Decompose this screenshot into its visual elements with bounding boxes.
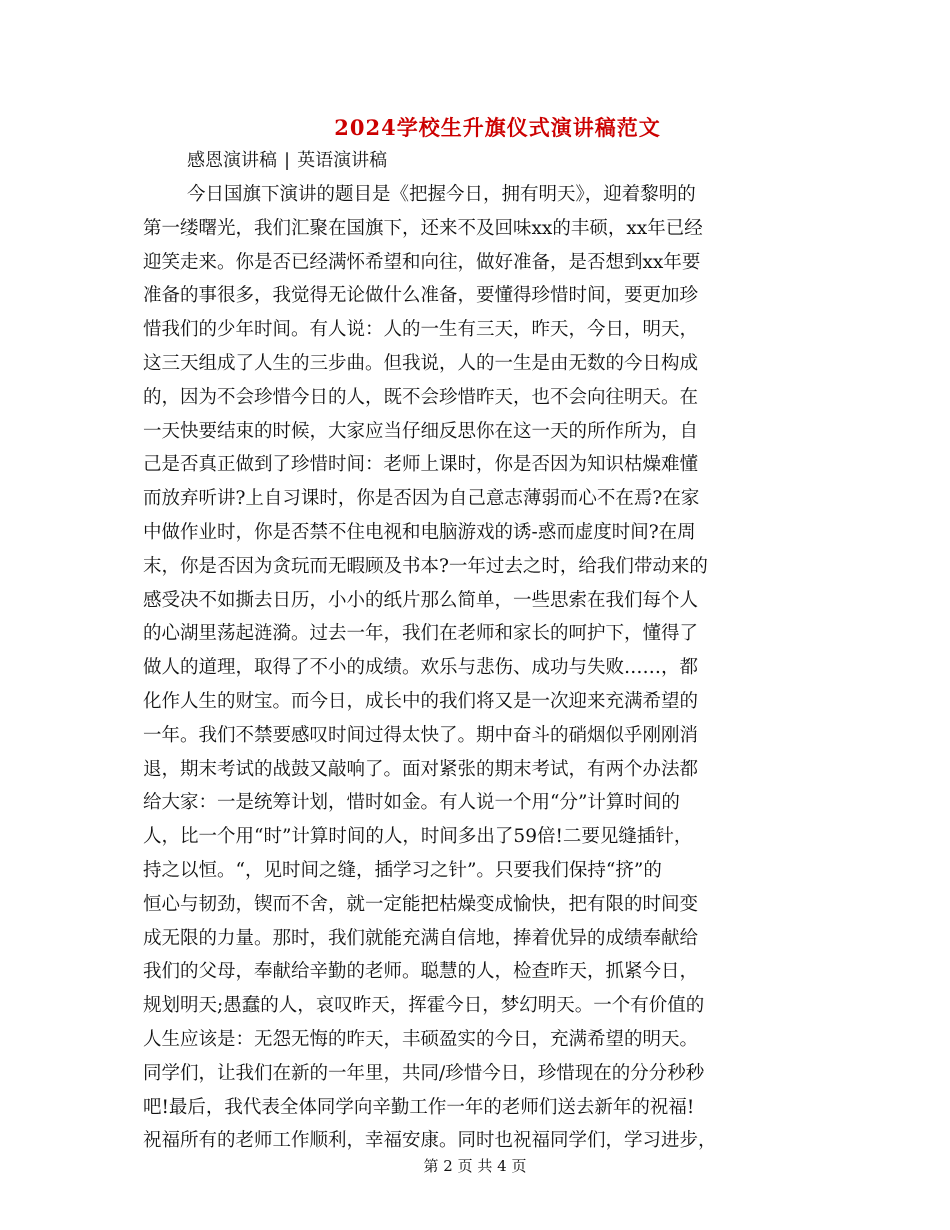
body-line: 持之以恒。“，见时间之缝，插学习之针”。只要我们保持“挤”的 [143, 859, 662, 881]
body-line: 做人的道理，取得了不小的成绩。欢乐与悲伤、成功与失败……，都 [143, 657, 699, 679]
page-title: 2024学校生升旗仪式演讲稿范文 [334, 115, 661, 140]
body-line: 迎笑走来。你是否已经满怀希望和向往，做好准备，是否想到xx年要 [143, 251, 701, 273]
page-number-footer: 第 2 页 共 4 页 [423, 1157, 527, 1175]
related-link-gratitude-speech[interactable]: 感恩演讲稿 [187, 150, 277, 171]
body-line: 一天快要结束的时候，大家应当仔细反思你在这一天的所作所为，自 [143, 420, 699, 442]
body-line: 成无限的力量。那时，我们就能充满自信地，捧着优异的成绩奉献给 [143, 927, 699, 949]
related-links [187, 146, 387, 172]
body-line: 准备的事很多，我觉得无论做什么准备，要懂得珍惜时间，要更加珍 [143, 285, 699, 307]
body-line: 中做作业时，你是否禁不住电视和电脑游戏的诱-惑而虚度时间?在周 [143, 521, 696, 543]
body-line: 退，期末考试的战鼓又敲响了。面对紧张的期末考试，有两个办法都 [143, 758, 699, 780]
body-line: 吧!最后，我代表全体同学向辛勤工作一年的老师们送去新年的祝福! [143, 1096, 695, 1118]
body-line: 这三天组成了人生的三步曲。但我说，人的一生是由无数的今日构成 [143, 352, 699, 374]
body-line: 惜我们的少年时间。有人说：人的一生有三天，昨天，今日，明天， [143, 319, 699, 341]
body-line: 感受决不如撕去日历，小小的纸片那么简单，一些思索在我们每个人 [143, 589, 699, 611]
body-line: 的心湖里荡起涟漪。过去一年，我们在老师和家长的呵护下，懂得了 [143, 623, 699, 645]
related-link-english-speech[interactable]: 英语演讲稿 [297, 150, 388, 171]
body-line: 己是否真正做到了珍惜时间：老师上课时，你是否因为知识枯燥难懂 [143, 454, 699, 476]
body-line: 同学们，让我们在新的一年里，共同/珍惜今日，珍惜现在的分分秒秒 [143, 1062, 705, 1084]
body-line: 一年。我们不禁要感叹时间过得太快了。期中奋斗的硝烟似乎刚刚消 [143, 724, 699, 746]
body-line: 恒心与韧劲，锲而不舍，就一定能把枯燥变成愉快，把有限的时间变 [143, 893, 699, 915]
body-line: 化作人生的财宝。而今日，成长中的我们将又是一次迎来充满希望的 [143, 690, 699, 712]
body-line: 今日国旗下演讲的题目是《把握今日，拥有明天》，迎着黎明的 [187, 184, 696, 205]
body-line: 规划明天;愚蠢的人，哀叹昨天，挥霍今日，梦幻明天。一个有价值的 [143, 995, 705, 1017]
body-line: 末，你是否因为贪玩而无暇顾及书本?一年过去之时，给我们带动来的 [143, 555, 708, 577]
body-line: 而放弃听讲?上自习课时，你是否因为自己意志薄弱而心不在焉?在家 [143, 488, 700, 510]
link-separator: | [284, 150, 291, 171]
body-line: 第一缕曙光，我们汇聚在国旗下，还来不及回味xx的丰硕，xx年已经 [143, 217, 703, 239]
body-line: 给大家：一是统筹计划，惜时如金。有人说一个用“分”计算时间的 [143, 792, 680, 814]
body-line: 人，比一个用“时”计算时间的人，时间多出了59倍!二要见缝插针， [143, 826, 693, 848]
body-line: 人生应该是：无怨无悔的昨天，丰硕盈实的今日，充满希望的明天。 [143, 1028, 699, 1050]
body-line: 我们的父母，奉献给辛勤的老师。聪慧的人，检查昨天，抓紧今日， [143, 961, 699, 983]
speech-body [143, 178, 808, 1158]
body-line: 的，因为不会珍惜今日的人，既不会珍惜昨天，也不会向往明天。在 [143, 386, 699, 408]
body-line: 祝福所有的老师工作顺利，幸福安康。同时也祝福同学们，学习进步， [143, 1130, 717, 1152]
